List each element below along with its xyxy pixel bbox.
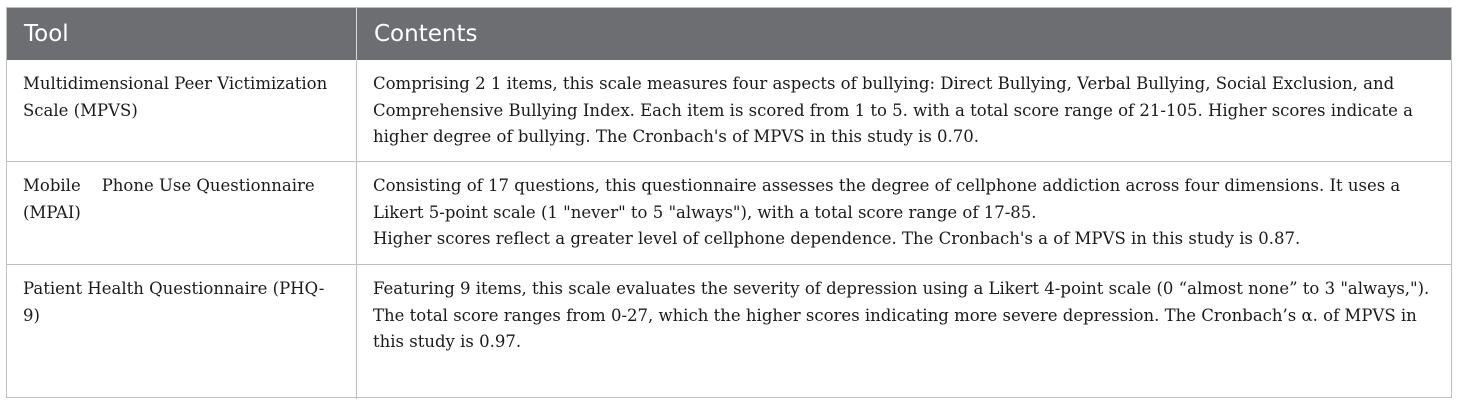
contents-paragraph: Consisting of 17 questions, this questionnaire assesses the degree of cellphone addiction across four dimensions. It uses a Likert 5-point scale (1 "never" to 5 "always"), with a total score range of 17-85. bbox=[373, 176, 1401, 222]
contents-paragraph: Featuring 9 items, this scale evaluates the severity of depression using a Likert 4-point scale (0 “almost none” to 3 "always,"). The total score ranges from 0-27, which the higher scores indicating more severe depression. The Cronbach’s α. of MPVS in this study is 0.97. bbox=[373, 279, 1430, 351]
contents-paragraph: Higher scores reflect a greater level of cellphone dependence. The Cronbach's a of MPVS in this study is 0.87. bbox=[373, 229, 1301, 248]
tool-cell: Patient Health Questionnaire (PHQ-9) bbox=[7, 265, 357, 399]
contents-cell bbox=[357, 265, 1451, 399]
table-row bbox=[7, 60, 1451, 162]
contents-cell bbox=[357, 162, 1451, 264]
header-tool: Tool bbox=[7, 8, 357, 60]
tool-cell: Mobile Phone Use Questionnaire (MPAI) bbox=[7, 162, 357, 264]
contents-paragraph: Comprising 2 1 items, this scale measures four aspects of bullying: Direct Bullying, Verbal Bullying, Social Exclusion, and Comprehensive Bullying Index. Each item is scored from 1 to 5. with a total score range of 21-105. Higher scores indicate a higher degree of bullying. The Cronbach's of MPVS in this study is 0.70. bbox=[373, 74, 1414, 146]
instruments-table bbox=[6, 7, 1452, 398]
contents-cell bbox=[357, 60, 1451, 161]
header-contents: Contents bbox=[374, 21, 478, 47]
table-header-row bbox=[7, 8, 1451, 60]
table-row bbox=[7, 265, 1451, 399]
table-row bbox=[7, 162, 1451, 265]
tool-cell: Multidimensional Peer Victimization Scale (MPVS) bbox=[7, 60, 357, 161]
